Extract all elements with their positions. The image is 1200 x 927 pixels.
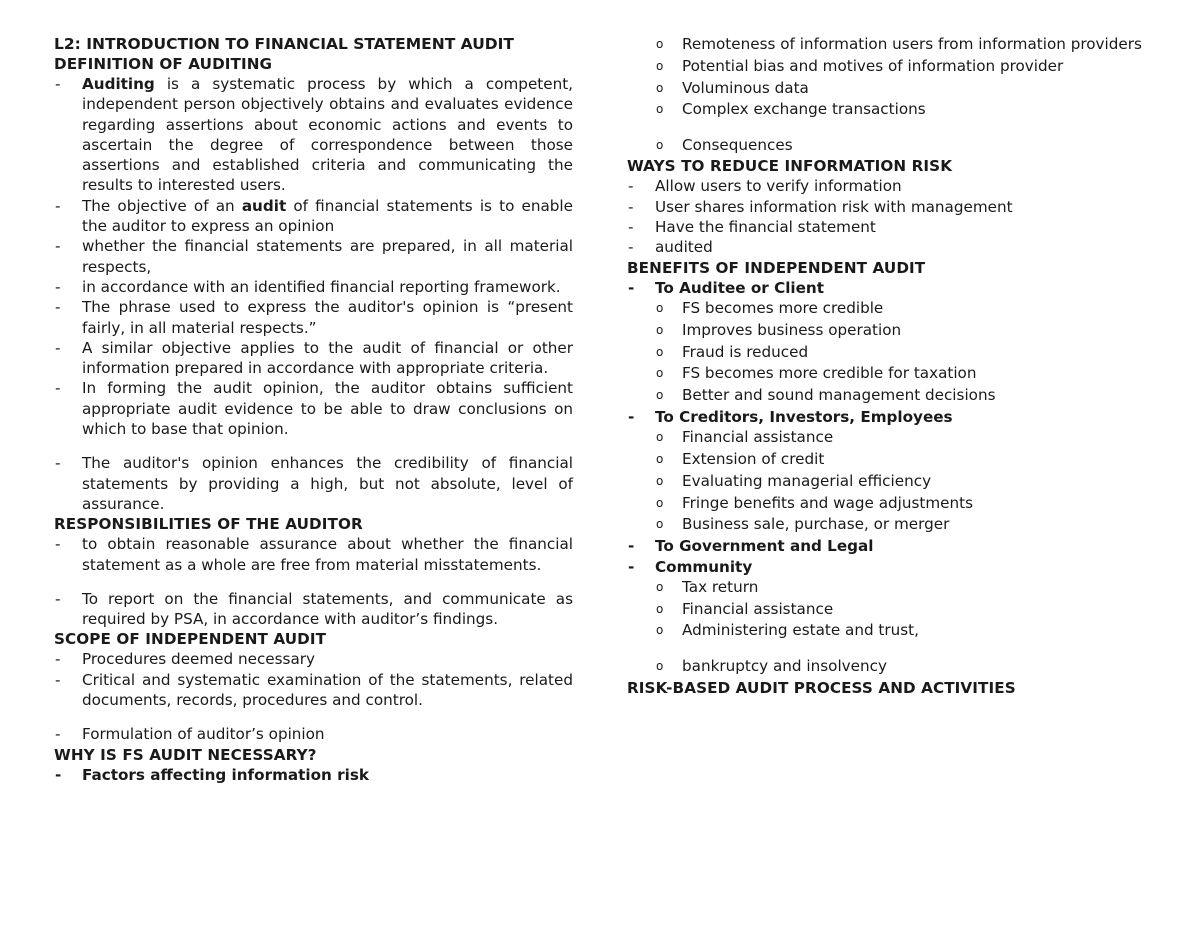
list-item: - Allow users to verify information: [627, 176, 1149, 196]
list-item: - Critical and systematic examination of the statements, related documents, records, procedures and control.: [54, 670, 573, 711]
list-item: o Remoteness of information users from information providers: [627, 34, 1149, 54]
list-item: o Potential bias and motives of information provider: [627, 56, 1149, 76]
list-item: o Financial assistance: [627, 599, 1149, 619]
risk-based-heading: RISK-BASED AUDIT PROCESS AND ACTIVITIES: [627, 678, 1016, 697]
definition-heading: DEFINITION OF AUDITING: [54, 55, 273, 73]
benefits-list-continued: [627, 536, 1149, 577]
list-item: o Improves business operation: [627, 320, 1149, 340]
scope-list: [54, 649, 573, 744]
list-item: - User shares information risk with management: [627, 197, 1149, 217]
list-item: o Fringe benefits and wage adjustments: [627, 493, 1149, 513]
list-item: o bankruptcy and insolvency: [627, 656, 1149, 676]
list-item: o Better and sound management decisions: [627, 385, 1149, 405]
benefits-heading: BENEFITS OF INDEPENDENT AUDIT: [627, 258, 926, 277]
list-item: - whether the financial statements are prepared, in all material respects,: [54, 236, 573, 277]
list-item: o Fraud is reduced: [627, 342, 1149, 362]
list-item: - In forming the audit opinion, the auditor obtains sufficient appropriate audit evidence to be able to draw conclusions on which to base that opinion.: [54, 378, 573, 439]
list-item: o Tax return: [627, 577, 1149, 597]
term-auditing: Auditing: [82, 75, 155, 93]
list-item: - A similar objective applies to the audit of financial or other information prepared in accordance with appropriate criteria.: [54, 338, 573, 379]
right-column: [627, 34, 1149, 698]
list-item: - audited: [627, 237, 1149, 257]
responsibilities-heading: RESPONSIBILITIES OF THE AUDITOR: [54, 515, 363, 534]
list-item: - in accordance with an identified financial reporting framework.: [54, 277, 573, 297]
list-item: o Complex exchange transactions: [627, 99, 1149, 119]
list-item: [54, 196, 573, 237]
list-item: o Financial assistance: [627, 427, 1149, 447]
list-item: o Business sale, purchase, or merger: [627, 514, 1149, 534]
why-heading: WHY IS FS AUDIT NECESSARY?: [54, 745, 317, 764]
ways-heading: WAYS TO REDUCE INFORMATION RISK: [627, 157, 953, 176]
responsibilities-list: [54, 534, 573, 629]
list-item: - to obtain reasonable assurance about whether the financial statement as a whole are free from material misstatements.: [54, 534, 573, 575]
list-item: [54, 74, 573, 196]
community-benefits-list: [627, 577, 1149, 676]
benefit-group-government: - To Government and Legal: [627, 536, 1149, 556]
benefit-group-creditors: - To Creditors, Investors, Employees: [627, 407, 1149, 427]
term-audit: audit: [241, 196, 287, 215]
left-column: [54, 34, 573, 785]
why-list: [54, 765, 573, 785]
list-item: - Procedures deemed necessary: [54, 649, 573, 669]
item-text: of financial statements is to enable the auditor to express an opinion: [82, 196, 573, 236]
benefits-list: [627, 278, 1149, 298]
list-item: - Have the financial statement: [627, 217, 1149, 237]
list-item: o Extension of credit: [627, 449, 1149, 469]
list-item: - The auditor's opinion enhances the credibility of financial statements by providing a high, but not absolute, level of assurance.: [54, 453, 573, 514]
list-item: o FS becomes more credible for taxation: [627, 363, 1149, 383]
list-item: o Voluminous data: [627, 78, 1149, 98]
risk-factors-list: [627, 34, 1149, 155]
scope-heading: SCOPE OF INDEPENDENT AUDIT: [54, 630, 327, 649]
document-title: L2: INTRODUCTION TO FINANCIAL STATEMENT AUDIT: [54, 35, 514, 53]
list-item: o Consequences: [627, 135, 1149, 155]
item-text: is a systematic process by which a competent, independent person objectively obtains and evaluates evidence regarding assertions about economic actions and events to ascertain the degree of correspondence between those assertions and established criteria and communicating the results to interested users.: [82, 75, 573, 195]
list-item: o Evaluating managerial efficiency: [627, 471, 1149, 491]
definition-list: [54, 74, 573, 514]
auditee-benefits-list: [627, 298, 1149, 405]
item-text: The objective of an: [82, 196, 242, 215]
creditors-benefits-list: [627, 427, 1149, 534]
benefit-group-community: - Community: [627, 557, 1149, 577]
list-item: - Formulation of auditor’s opinion: [54, 724, 573, 744]
list-item: o Administering estate and trust,: [627, 620, 1149, 640]
list-item: - The phrase used to express the auditor's opinion is “present fairly, in all material respects.”: [54, 297, 573, 338]
list-item: o FS becomes more credible: [627, 298, 1149, 318]
list-item: - To report on the financial statements, and communicate as required by PSA, in accordance with auditor’s findings.: [54, 589, 573, 630]
ways-list: [627, 176, 1149, 257]
benefit-group-auditee: - To Auditee or Client: [627, 278, 1149, 298]
list-item: - Factors affecting information risk: [54, 765, 573, 785]
benefits-list-continued: [627, 407, 1149, 427]
